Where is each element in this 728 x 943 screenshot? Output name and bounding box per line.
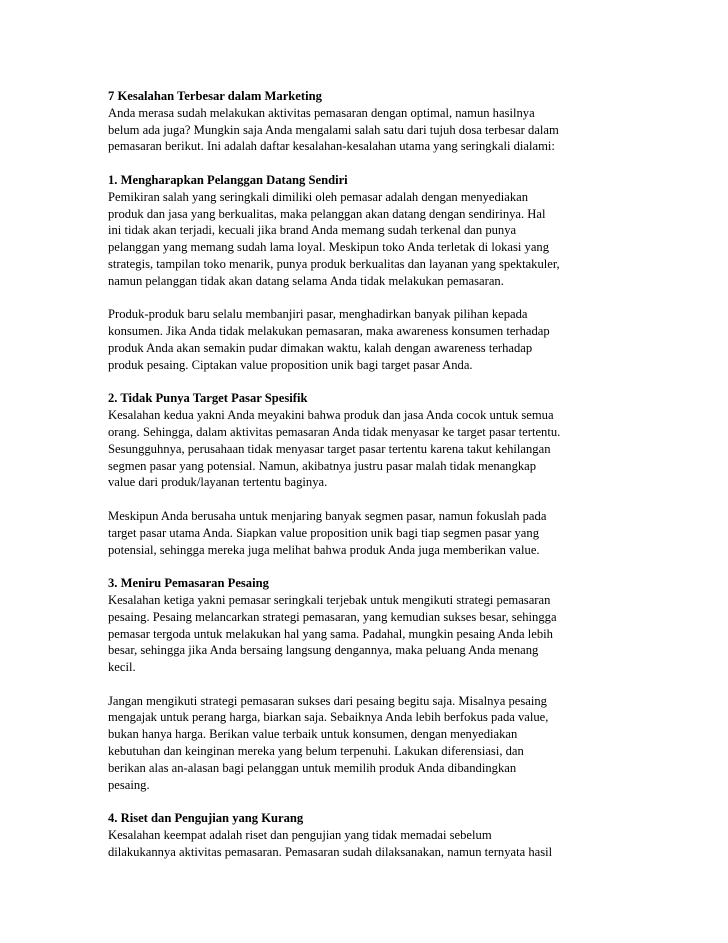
text-line: pemasaran berikut. Ini adalah daftar kesalahan-kesalahan utama yang seringkali dialami: [108,139,555,154]
text-line: Jangan mengikuti strategi pemasaran sukses dari pesaing begitu saja. Misalnya pesaing [108,693,547,708]
paragraph-spacer [108,374,624,391]
text-line: Anda merasa sudah melakukan aktivitas pemasaran dengan optimal, namun hasilnya [108,105,535,120]
paragraph-spacer [108,155,624,172]
paragraph [108,592,624,676]
section-heading: 2. Tidak Punya Target Pasar Spesifik [108,391,308,406]
text-line: pesaing. [108,777,150,792]
text-line: mengajak untuk perang harga, biarkan saja. Sebaiknya Anda lebih berfokus pada value, [108,710,549,725]
paragraph-spacer [108,676,624,693]
paragraph-spacer [108,793,624,810]
text-line: pemasar tergoda untuk melakukan hal yang sama. Padahal, mungkin pesaing Anda lebih [108,626,553,641]
text-line: produk Anda akan semakin pudar dimakan waktu, kalah dengan awareness terhadap [108,340,533,355]
text-line: Kesalahan keempat adalah riset dan pengujian yang tidak memadai sebelum [108,828,492,843]
paragraph-spacer [108,491,624,508]
paragraph [108,407,624,491]
text-line: kebutuhan dan keinginan mereka yang belum terpenuhi. Lakukan diferensiasi, dan [108,744,524,759]
text-line: Kesalahan ketiga yakni pemasar seringkali terjebak untuk mengikuti strategi pemasaran [108,592,551,607]
text-line: dilakukannya aktivitas pemasaran. Pemasaran sudah dilaksanakan, namun ternyata hasil [108,844,553,859]
text-line: target pasar utama Anda. Siapkan value proposition unik bagi tiap segmen pasar yang [108,525,539,540]
paragraph [108,189,624,290]
text-line: bukan hanya harga. Berikan value terbaik untuk konsumen, dengan menyediakan [108,727,518,742]
text-line: pelanggan yang memang sudah lama loyal. Meskipun toko Anda terletak di lokasi yang [108,240,550,255]
paragraph [108,508,624,558]
text-line: namun pelanggan tidak akan datang selama Anda tidak melakukan pemasaran. [108,273,504,288]
document-page [108,88,624,861]
text-line: besar, sehingga jika Anda bersaing langsung dengannya, maka peluang Anda menang [108,643,539,658]
text-line: potensial, sehingga mereka juga melihat bahwa produk Anda juga memberikan value. [108,542,540,557]
text-line: Meskipun Anda berusaha untuk menjaring banyak segmen pasar, namun fokuslah pada [108,508,547,523]
section-2 [108,390,624,558]
text-line: kecil. [108,660,136,675]
section-3 [108,575,624,793]
text-line: ini tidak akan terjadi, kecuali jika brand Anda memang sudah terkenal dan punya [108,223,517,238]
text-line: segmen pasar yang potensial. Namun, akibatnya justru pasar malah tidak menangkap [108,458,537,473]
text-line: orang. Sehingga, dalam aktivitas pemasaran Anda tidak menyasar ke target pasar tertentu. [108,424,561,439]
text-line: pesaing. Pesaing melancarkan strategi pemasaran, yang kemudian sukses besar, sehingga [108,609,557,624]
paragraph [108,827,624,861]
section-1 [108,172,624,374]
paragraph-spacer [108,290,624,307]
text-line: Produk-produk baru selalu membanjiri pasar, menghadirkan banyak pilihan kepada [108,307,528,322]
text-line: produk pesaing. Ciptakan value proposition unik bagi target pasar Anda. [108,357,473,372]
section-heading: 1. Mengharapkan Pelanggan Datang Sendiri [108,172,348,187]
section-heading: 4. Riset dan Pengujian yang Kurang [108,811,304,826]
text-line: Sesungguhnya, perusahaan tidak menyasar target pasar tertentu karena takut kehilangan [108,441,551,456]
paragraph [108,693,624,794]
text-line: Pemikiran salah yang seringkali dimiliki oleh pemasar adalah dengan menyediakan [108,189,529,204]
text-line: Kesalahan kedua yakni Anda meyakini bahwa produk dan jasa Anda cocok untuk semua [108,408,554,423]
paragraph [108,306,624,373]
text-line: belum ada juga? Mungkin saja Anda mengalami salah satu dari tujuh dosa terbesar dalam [108,122,559,137]
section-4 [108,810,624,860]
text-line: strategis, tampilan toko menarik, punya produk berkualitas dan layanan yang spektakuler, [108,256,560,271]
text-line: value dari produk/layanan tertentu baginya. [108,475,328,490]
section-heading: 3. Meniru Pemasaran Pesaing [108,576,269,591]
intro-paragraph [108,105,624,155]
text-line: berikan alas an-alasan bagi pelanggan untuk memilih produk Anda dibandingkan [108,760,517,775]
text-line: produk dan jasa yang berkualitas, maka pelanggan akan datang dengan sendirinya. Hal [108,206,546,221]
document-title: 7 Kesalahan Terbesar dalam Marketing [108,89,322,103]
paragraph-spacer [108,558,624,575]
text-line: konsumen. Jika Anda tidak melakukan pemasaran, maka awareness konsumen terhadap [108,324,550,339]
